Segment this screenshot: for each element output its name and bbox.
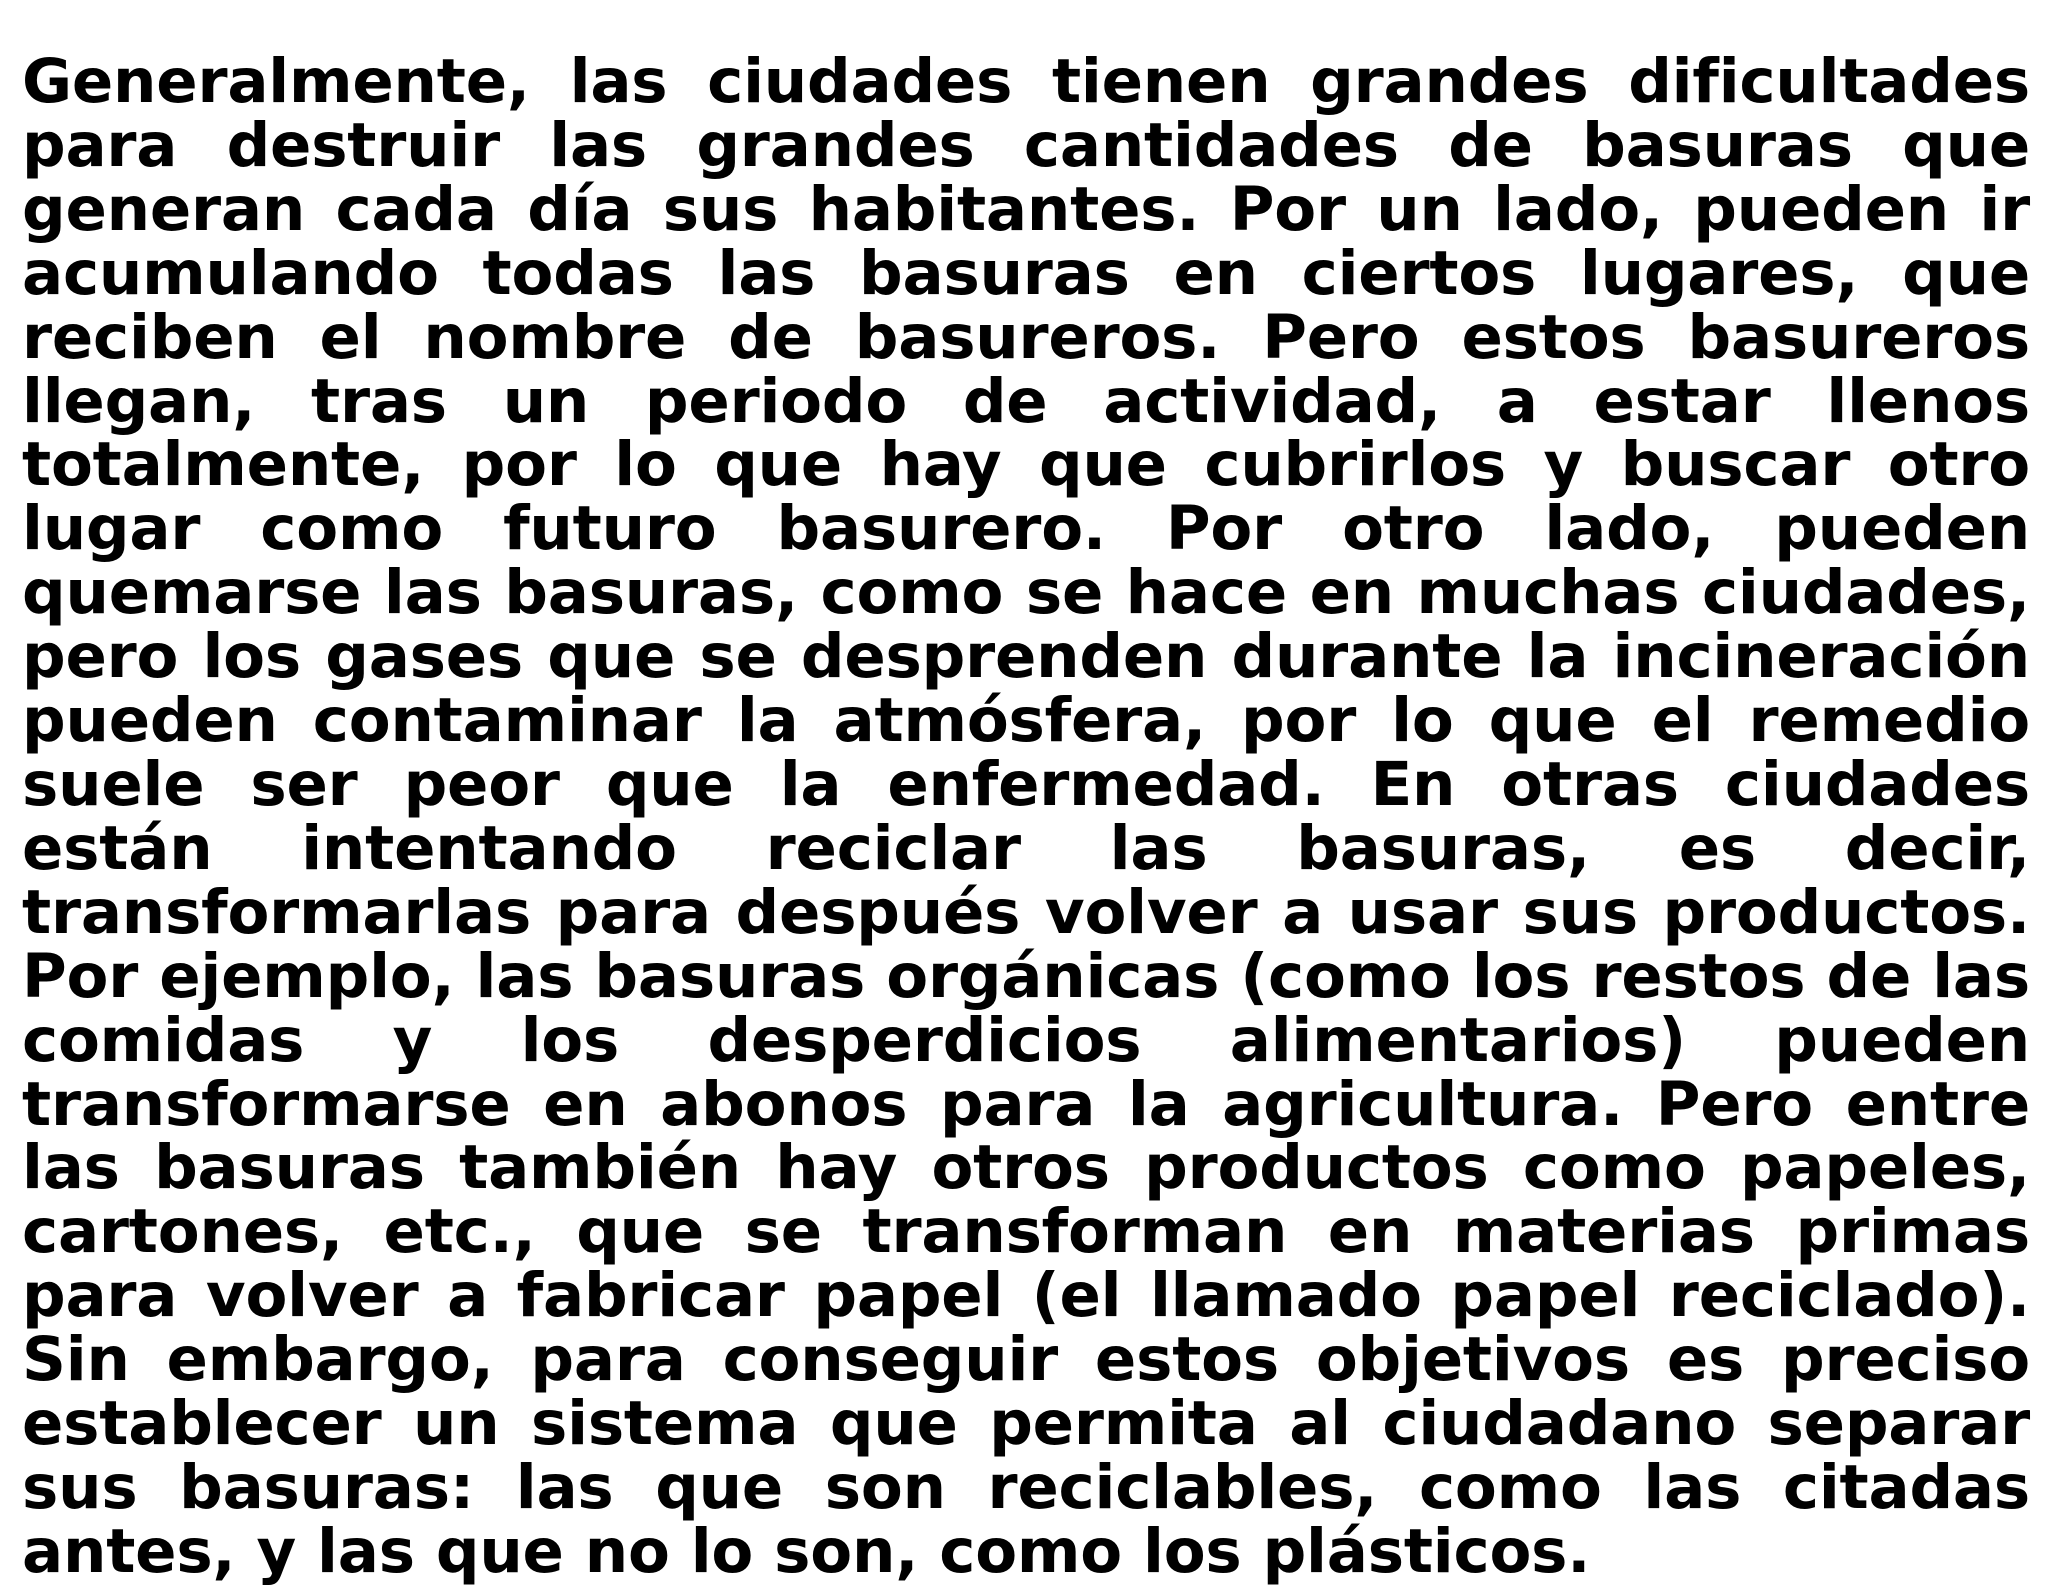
body-paragraph: Generalmente, las ciudades tienen grandes dificultades para destruir las grandes cantidades de basuras que generan cada día sus habitantes. Por un lado, pueden ir acumulando todas las basuras en ciertos lugares, que reciben el nombre de basureros. Pero estos basureros llegan, tras un periodo de actividad, a estar llenos totalmente, por lo que hay que cubrirlos y buscar otro lugar como futuro basurero. Por otro lado, pueden quemarse las basuras, como se hace en muchas ciudades, pero los gases que se desprenden durante la incineración pueden contaminar la atmósfera, por lo que el remedio suele ser peor que la enfermedad. En otras ciudades están intentando reciclar las basuras, es decir, transformarlas para después volver a usar sus productos. Por ejemplo, las basuras orgánicas (como los restos de las comidas y los desperdicios alimentarios) pueden transformarse en abonos para la agricultura. Pero entre las basuras también hay otros productos como papeles, cartones, etc., que se transforman en materias primas para volver a fabricar papel (el llamado papel reciclado). Sin embargo, para conseguir estos objetivos es preciso establecer un sistema que permita al ciudadano separar sus basuras: las que son reciclables, como las citadas antes, y las que no lo son, como los plásticos.	[22, 46, 2030, 1587]
